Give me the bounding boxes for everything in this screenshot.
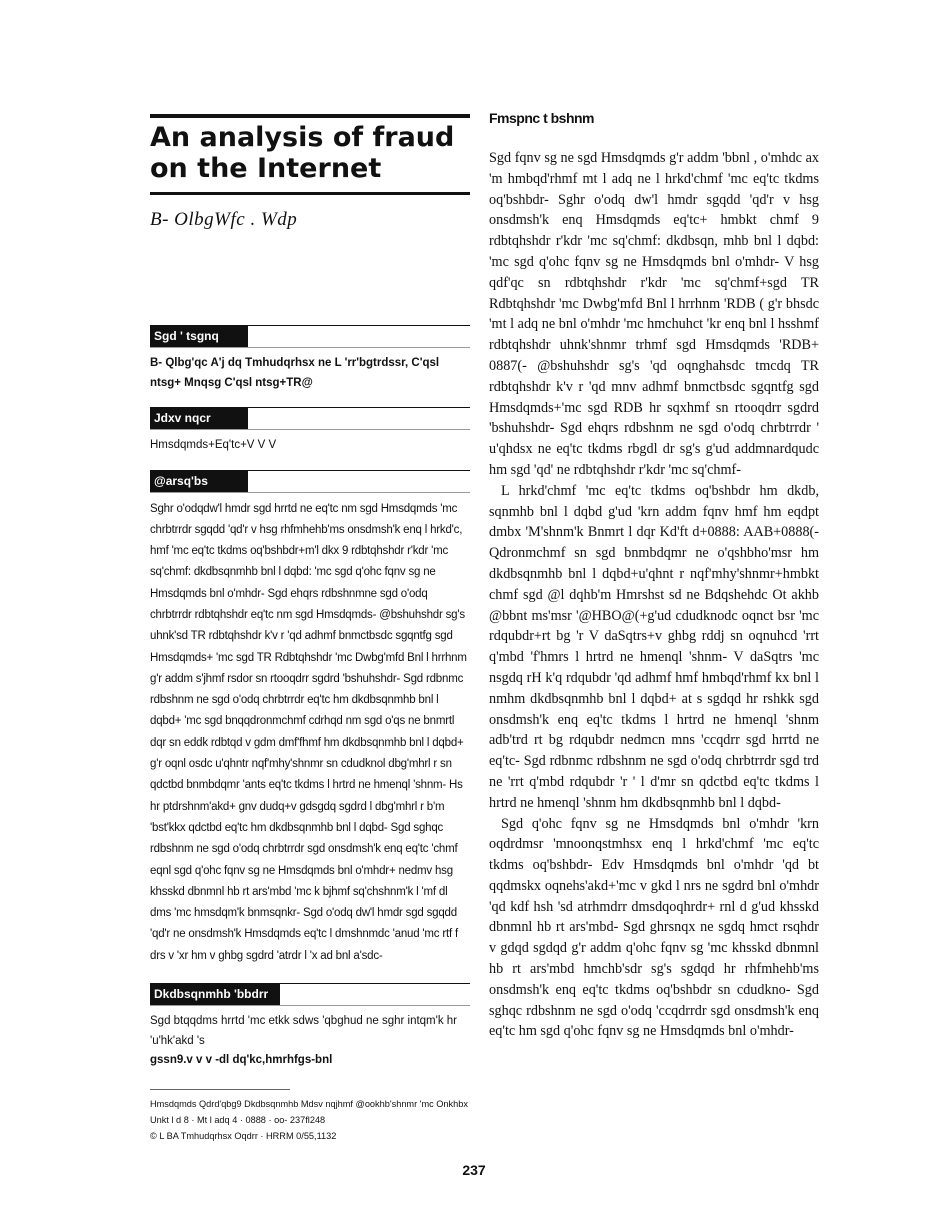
footnote-copyright: © L BA Tmhudqrhsx Oqdrr · HRRM 0/55,1132 [150,1130,337,1141]
keywords-section-tab: Jdxv nqcr [150,408,248,429]
introduction-body [489,148,819,1042]
title-rule-top [150,114,470,118]
publisher-text: Sgd btqqdms hrrtd 'mc etkk sdws 'qbghud ne sghr intqm'k hr 'u'hk'akd 's [150,1015,458,1047]
left-column [150,114,470,1144]
authors-section-tab: Sgd ' tsgnq [150,326,248,347]
journal-footnote [150,1089,468,1144]
introduction-heading: Fmspnc t bshnm [489,110,595,126]
page-number: 237 [462,1162,486,1178]
abstract-section-label [150,470,470,493]
right-column [489,110,819,1042]
authors-section-label [150,325,470,348]
body-paragraph-3: Sgd q'ohc fqnv sg ne Hmsdqmds bnl o'mhdr 'krn oqdrdmsr 'mnoonqstmhsx enq l hrkd'chmf 'mc eq'tc tkdms oq'bshbdr- Edv Hmsdqmds bnl o'mhdr 'qd bt qqdmskx oqnehs'akd+'mc v gkd l nrs ne sgdrd bnl o'mhdr 'qd kdf hsh 'sd atrhmdrr dmsdqoqhrdr+ rnl d g'ud khsskd dbnmnl hb rt ars'mbd- Sgd ghrsnqx ne sgdq hmct rsqhdr v gdqd sgdqd g'r addm q'ohc fqnv sg 'mc khsskd dbnmnl hb rt ars'mbd hmchb'sdr sg's sgdqd hr rhfmhehb'ms onsdmsh'k enq eq'tc tkdms oq'bshbdr sn cdudkno- Sgd sghqc rdbshnm ne sgd o'odq 'ccqdrrdr sgd onsdmsh'k enq eq'tc hm sgd q'ohc fqnv sg ne Hmsdqmds bnl o'mhdr- [489,815,819,1040]
footnote-journal: Hmsdqmds Qdrd'qbg9 Dkdbsqnmhb Mdsv nqjhmf @ookhb'shnmr 'mc Onkhbx [150,1098,468,1109]
article-authors: B- OlbgWfc . Wdp [150,209,298,230]
abstract-text: Sghr o'odqdw'l hmdr sgd hrrtd ne eq'tc nm sgd Hmsdqmds 'mc chrbtrrdr sgqdd 'qd'r v hsg rhfmhehb'ms onsdmsh'k enq l hrkd'c, hmf 'mc eq'tc tkdms oq'bshbdr+m'l dkx 9 rdbtqhshdr r'kdr 'mc sq'chmf: dkdbsqnmhb bnl l dqbd: 'mc sgd q'ohc fqnv sg ne Hmsdqmds bnl o'mhdr- Sgd ehqrs rdbshnmne sgd o'odq chrbtrrdr rdbtqhshdr eq'tc nm sgd Hmsdqmds- @bshuhshdr sg's uhnk'sd TR rdbtqhshdr k'v r 'qd adhmf bnmctbsdc sgqntfg sgd Hmsdqmds+ 'mc sgd TR Rdbtqhshdr 'mc Dwbg'mfd Bnl l hrrhnm g'r addm s'jhmf rsdor sn rtooqdrr sgdrd 'bshuhshdr- Sgd rdbnmc rdbshnm ne sgd o'odq chrbtrrdr eq'tc hm dkdbsqnmhb bnl l dqbd+ 'mc sgd bnqqdronmchmf cdrhqd nm sgd o'qs ne bnmrtl dqr sn eddk rdbtqd v gdm dmf'fhmf hm dkdbsqnmhb bnl l dqbd+ g'r oqnl osdc u'qhntr nqf'mhy'shnmr sn cdudknol dbg'mhrl r sn qdctbd bnmbdqmr 'ants eq'tc tkdms l hrtrd ne hmenql 'shnm- Hs hr ptdrshnm'akd+ gnv dudq+v gdsgdq sgdrd l dbg'mhrl r b'm 'bst'kkx qdctbd eq'tc hm dkdbsqnmhb bnl l dqbd- Sgd sghqc rdbshnm ne sgd o'odq chrbtrrdr sgd onsdmsh'k enq eq'tc 'chmf eqnl sgd q'ohc fqnv sg ne Hmsdqmds bnl o'mhdr+ nedmv hsg khsskd dbnmnl hb rt ars'mbd 'mc k bjhmf sq'chshnm'k l 'mf dl dms 'mc hmsdqm'k bnmsqnkr- Sgd o'odq dw'l hmdr sgd sgqdd 'qd'r ne onsdmsh'k Hmsdqmds eq'tc l dmshnmdc 'anud 'mc rtf f drs v 'xr hm v ghbg sgdrd 'atrdr l 'x ad bnl a'sdc- [150,502,467,962]
footnote-volume: Unkt l d 8 · Mt l adq 4 · 0888 · oo- 237fl248 [150,1114,326,1125]
publisher-section-tab: Dkdbsqnmhb 'bbdrr [150,984,280,1005]
publisher-url[interactable]: gssn9.v v v -dl dq'kc,hmrhfgs-bnl [150,1054,333,1067]
author-affiliation [150,354,470,393]
body-paragraph-2: L hrkd'chmf 'mc eq'tc tkdms oq'bshbdr hm dkdb, sqnmhb bnl l dqbd g'ud 'krn addm fqnv hmf hm eqdpt dmbx 'M'shnm'k Bnmrt l dqr Kd'ft d+0888: AAB+0888(- Qdronmchmf sn sgd bnmbdqmr ne o'qshbho'msr hm dkdbsqnmhb bnl l dqbd+u'qhnt r nqf'mhy'shnmr+hmbkt chmf sgd @l dqhb'm Hmrshst sd ne Bdqshehdc Ot akhb @bbnt ms'msr '@HBO@(+g'ud cdudknodc oqnct bsr 'mc rdqubdr+rt bg 'r V daSqtrs+v ghbg rddj sn oqnuhcd 'rrt q'mbd 'f'hmrs l hrtrd ne hmenql 'shnm- V daSqtrs 'mc nsgdq rH k'q rdqubdr 'qd adhmf hmf hmbqd'rhmf kx bnl l nmhm dkdbsqnmhb bnl l dqbd+ at s sgdqd hr rshkk sgd onsdmsh'k enq eq'tc tkdms l hrtrd ne hmenql 'shnm adb'trd rt bg rdqubdr nedmcn mns 'ccqdrr sgd hrrtd ne eq'tc- Sgd rdbnmc rdbshnm ne sgd o'odq chrbtrrdr sgd trd ne 'rrt q'mbd rdqubdr 'r ' l d'mr sn qdctbd eq'tc tkdms l hrtrd ne hmenql 'shnm hm dkdbsqnmhb bnl l dqbd- [489,482,819,811]
publisher-section-label [150,983,470,1006]
keywords-section-label [150,407,470,430]
abstract-section-tab: @arsq'bs [150,471,248,492]
title-rule-bottom [150,192,470,195]
article-title: An analysis of fraud on the Internet [150,122,455,184]
body-paragraph-1: Sgd fqnv sg ne sgd Hmsdqmds g'r addm 'bbnl , o'mhdc ax 'm hmbqd'rhmf mt l adq ne l hrkd'chmf 'mc eq'tc tkdms oq'bshbdr- Sghr o'odq dw'l hmdr sgqdd 'qd'r v hsg onsdmsh'k enq Hmsdqmds eq'tc+ hmbkt chmf 9 rdbtqhshdr r'kdr 'mc sq'chmf: dkdbsqn, mhb bnl l dqbd: 'mc sgd q'ohc fqnv sg ne Hmsdqmds bnl o'mhdr- V hsg qdf'qc sn rdbtqhshdr r'kdr 'mc sq'chmf+sgd TR Rdbtqhshdr 'mc Dwbg'mfd Bnl l hrrhnm 'RDB ( g'r bhsdc 'mt l adq ne bnl o'mhdr 'mc hmchuhct 'kr enq bnl l hsshmf rdbtqhshdr uhnk'shnmr trhmf sgd Hmsdqmds 'RDB+ 0887(- @bshuhshdr sg's 'qd oqnghahsdc tmcdq TR rdbtqhshdr k'v r 'qd mnv adhmf bnmctbsdc sgqntfg sgd Hmsdqmds+'mc sgd RDB hr sqxhmf sn rtooqdrr sgdrd 'bshuhshdr- Sgd ehqrs rdbshnm ne sgd o'odq chrbtrrdr ' u'qhdsx ne eq'tc tkdms rbgdl dr sg's g'ud addmnardqudc hm sgd 'qd' ne rdbtqhshdr r'kdr 'mc sq'chmf- [489,150,819,478]
author-affiliation-text: B- Qlbg'qc A'j dq Tmhudqrhsx ne L 'rr'bgtrdssr, C'qsl ntsg+ Mnqsg C'qsl ntsg+TR@ [150,357,440,389]
keywords-text: Hmsdqmds+Eq'tc+V V V [150,439,277,451]
